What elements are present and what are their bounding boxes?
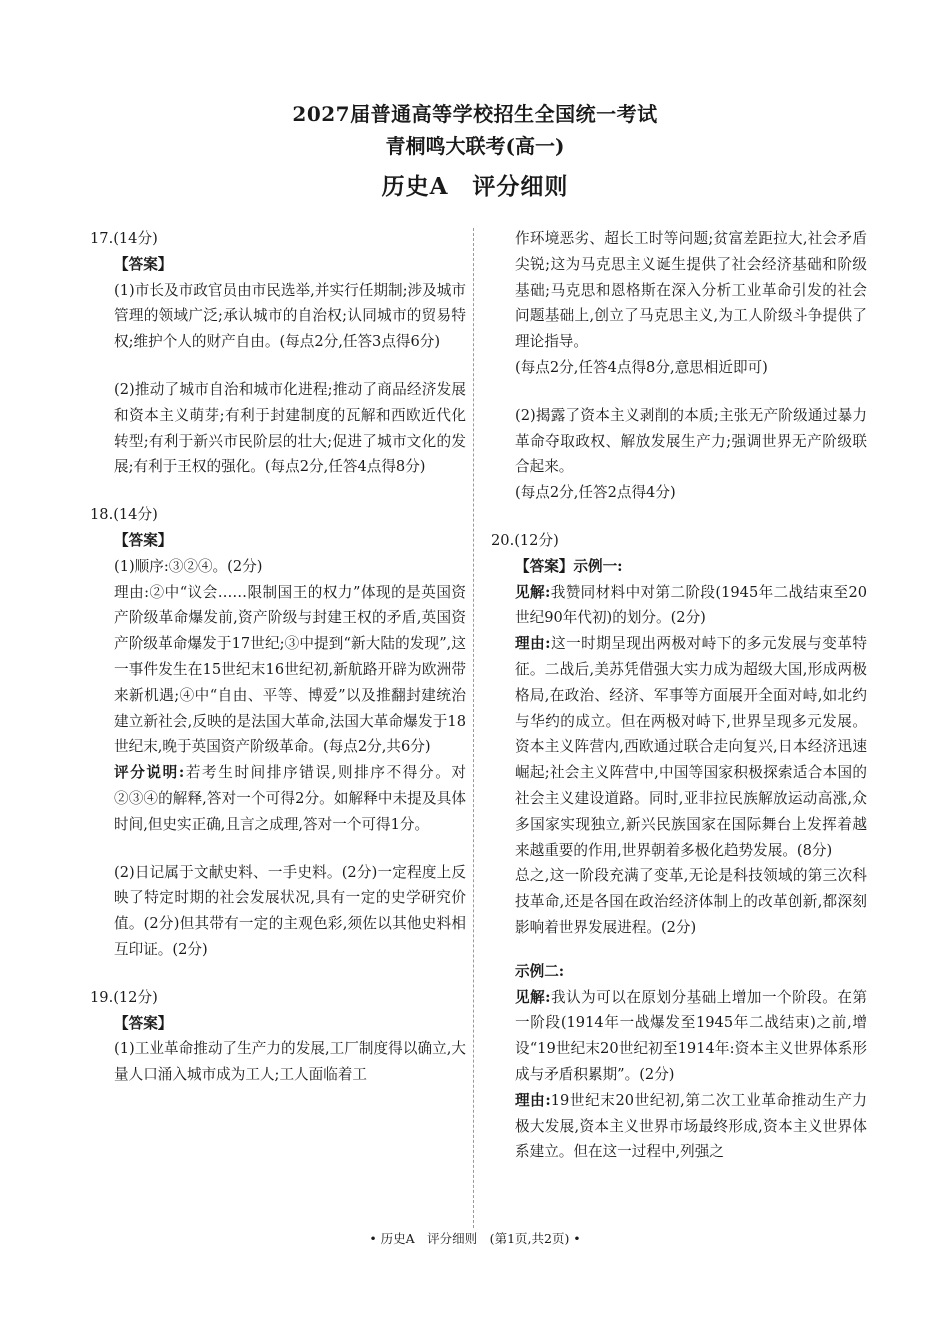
q19-answer-2: (2)揭露了资本主义剥削的本质;主张无产阶级通过暴力革命夺取政权、解放发展生产力;强调世界无产阶级联合起来。 bbox=[515, 406, 867, 476]
q18-scoring-note bbox=[90, 760, 466, 837]
q19-score-1: (每点2分,任答4点得8分,意思相近即可) bbox=[515, 358, 768, 376]
example-2-label: 示例二: bbox=[515, 962, 565, 980]
exam-title: 2027届普通高等学校招生全国统一考试 bbox=[292, 102, 658, 126]
exam-subtitle: 青桐鸣大联考(高一) bbox=[385, 134, 565, 158]
question-18-number: 18.(14分) bbox=[90, 506, 158, 524]
view-label: 见解: bbox=[515, 583, 551, 601]
reason-label: 理由: bbox=[515, 1091, 551, 1109]
reason-2-text: 19世纪末20世纪初,第二次工业革命推动生产力极大发展,资本主义世界市场最终形成,资本主义世界体系建立。但在这一过程中,列强之 bbox=[515, 1091, 868, 1161]
reason-1-text: 这一时期呈现出两极对峙下的多元发展与变革特征。二战后,美苏凭借强大实力成为超级大国,形成两极格局,在政治、经济、军事等方面展开全面对峙,如北约与华约的成立。但在两极对峙下,世界呈现多元发展。资本主义阵营内,西欧通过联合走向复兴,日本经济迅速崛起;社会主义阵营中,中国等国家积极探索适合本国的社会主义建设道路。同时,亚非拉民族解放运动高涨,众多国家实现独立,新兴民族国家在国际舞台上发挥着越来越重要的作用,世界朝着多极化趋势发展。(8分) bbox=[515, 635, 867, 859]
scoring-note-text: 若考生时间排序错误,则排序不得分。对②③④的解释,答对一个可得2分。如解释中未提及具体时间,但史实正确,且言之成理,答对一个可得1分。 bbox=[114, 764, 466, 833]
q18-answer-1: (1)顺序:③②④。(2分) bbox=[114, 557, 263, 575]
question-19-number: 19.(12分) bbox=[90, 988, 158, 1006]
page-footer: • 历史A 评分细则 (第1页,共2页) • bbox=[369, 1231, 581, 1246]
q17-answer-2: (2)推动了城市自治和城市化进程;推动了商品经济发展和资本主义萌芽;有利于封建制度的瓦解和西欧近代化转型;有利于新兴市民阶层的壮大;促进了城市文化的发展;有利于王权的强化。(每点2分,任答4点得8分) bbox=[114, 380, 466, 476]
answer-tag: 【答案】 bbox=[114, 531, 173, 549]
summary-1: 总之,这一阶段充满了变革,无论是科技领域的第三次科技革命,还是各国在政治经济体制上的改革创新,都深刻影响着世界发展进程。(2分) bbox=[515, 867, 867, 936]
q17-answer-1: (1)市长及市政官员由市民选举,并实行任期制;涉及城市管理的领域广泛;承认城市的自治权;认同城市的贸易特权;维护个人的财产自由。(每点2分,任答3点得6分) bbox=[114, 281, 466, 351]
left-column bbox=[90, 226, 466, 1088]
subject-title: 历史A 评分细则 bbox=[381, 173, 569, 200]
answer-tag-example-1: 【答案】示例一: bbox=[515, 557, 623, 575]
q19-score-2: (每点2分,任答2点得4分) bbox=[515, 484, 676, 502]
question-20-number: 20.(12分) bbox=[491, 531, 559, 549]
column-divider bbox=[473, 228, 474, 1228]
right-column bbox=[491, 226, 867, 1165]
answer-tag: 【答案】 bbox=[114, 1014, 173, 1032]
reason-label: 理由: bbox=[515, 635, 551, 653]
view-2-text: 我认为可以在原划分基础上增加一个阶段。在第一阶段(1914年一战爆发至1945年二战结束)之前,增设“19世纪末20世纪初至1914年:资本主义世界体系形成与矛盾积累期”。(2分) bbox=[515, 988, 867, 1083]
scoring-note-label: 评分说明: bbox=[114, 764, 185, 782]
q19-answer-1-cont: 作环境恶劣、超长工时等问题;贫富差距拉大,社会矛盾尖锐;这为马克思主义诞生提供了社会经济基础和阶级基础;马克思和恩格斯在深入分析工业革命引发的社会问题基础上,创立了马克思主义,为工人阶级斗争提供了理论指导。 bbox=[515, 230, 867, 351]
q18-reason: 理由:②中“议会……限制国王的权力”体现的是英国资产阶级革命爆发前,资产阶级与封建王权的矛盾,英国资产阶级革命爆发于17世纪;③中提到“新大陆的发现”,这一事件发生在15世纪末16世纪初,新航路开辟为欧洲带来新机遇;④中“自由、平等、博爱”以及推翻封建统治建立新社会,反映的是法国大革命,法国大革命爆发于18世纪末,晚于英国资产阶级革命。(每点2分,共6分) bbox=[114, 583, 466, 756]
q19-answer-1-start: (1)工业革命推动了生产力的发展,工厂制度得以确立,大量人口涌入城市成为工人;工人面临着工 bbox=[114, 1040, 466, 1084]
view-1-text: 我赞同材料中对第二阶段(1945年二战结束至20世纪90年代初)的划分。(2分) bbox=[515, 583, 868, 627]
question-17-number: 17.(14分) bbox=[90, 230, 158, 247]
view-label: 见解: bbox=[515, 988, 551, 1006]
q18-answer-2: (2)日记属于文献史料、一手史料。(2分)一定程度上反映了特定时期的社会发展状况,具有一定的史学研究价值。(2分)但其带有一定的主观色彩,须佐以其他史料相互印证。(2分) bbox=[114, 863, 466, 958]
answer-tag: 【答案】 bbox=[114, 255, 173, 273]
